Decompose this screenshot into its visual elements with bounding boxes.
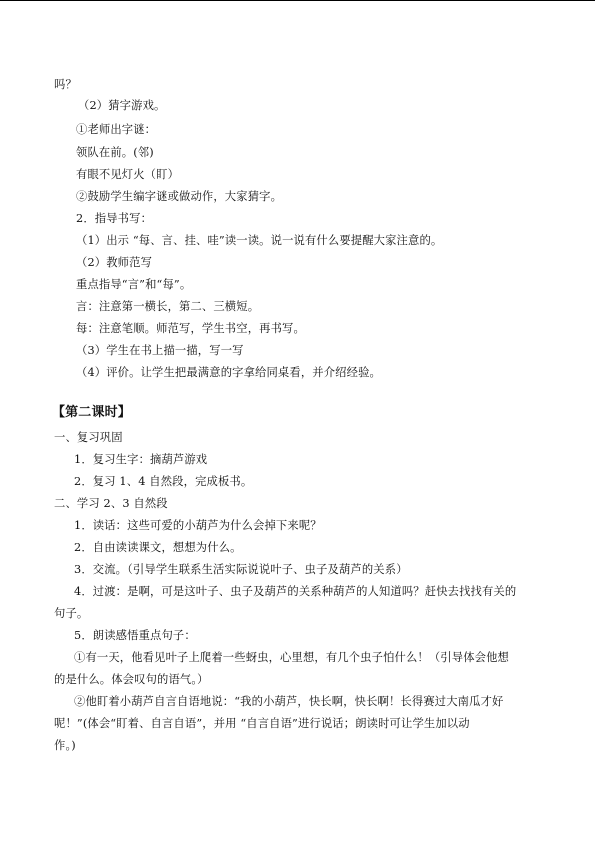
text-line: 领队在前。(邻) (76, 146, 154, 159)
text-line: 5．朗读感悟重点句子： (74, 629, 196, 642)
text-line: （2）猜字游戏。 (78, 99, 166, 112)
text-line: 吗？ (54, 78, 77, 91)
section-heading: 【第二课时】 (52, 405, 131, 420)
text-line: 1．复习生字：摘葫芦游戏 (74, 453, 208, 466)
text-line: （3）学生在书上描一描，写一写 (76, 344, 244, 357)
text-line: 言：注意第一横长，第二、三横短。 (76, 300, 260, 313)
text-line: ①老师出字谜： (76, 123, 157, 136)
text-line: 二、学习 2、3 自然段 (54, 497, 168, 510)
text-line: （1）出示 “每、言、挂、哇”读一读。说一说有什么要提醒大家注意的。 (76, 234, 443, 247)
text-line: 2．指导书写： (76, 212, 153, 225)
text-line: 1．读话：这些可爱的小葫芦为什么会掉下来呢？ (74, 519, 322, 532)
text-line: 每：注意笔顺。师范写，学生书空，再书写。 (76, 322, 305, 335)
text-line: 有眼不见灯火（盯） (76, 168, 180, 181)
text-line: 的是什么。体会叹句的语气。） (54, 673, 209, 686)
text-line: 2．复习 1、4 自然段，完成板书。 (74, 475, 253, 488)
text-line: 3．交流。（引导学生联系生活实际说说叶子、虫子及葫芦的关系） (74, 563, 408, 576)
text-line: （2）教师范写 (76, 256, 153, 269)
text-line: 2．自由读读课文，想想为什么。 (74, 541, 242, 554)
text-line: 作。) (54, 739, 76, 752)
text-line: ②鼓励学生编字谜或做动作，大家猜字。 (76, 190, 283, 203)
text-line: （4）评价。让学生把最满意的字拿给同桌看，并介绍经验。 (76, 366, 381, 379)
text-line: ①有一天，他看见叶子上爬着一些蚜虫，心里想，有几个虫子怕什么！（引导体会他想 (74, 651, 509, 664)
text-line: 呢！”(体会“盯着、自言自语”，并用 “自言自语”进行说话；朗读时可让学生加以动 (54, 717, 470, 730)
text-line: ②他盯着小葫芦自言自语地说：“我的小葫芦，快长啊，快长啊！长得赛过大南瓜才好 (74, 695, 504, 708)
text-line: 一、复习巩固 (54, 431, 123, 444)
text-line: 重点指导“言”和“每”。 (76, 278, 192, 291)
text-line: 4．过渡：是啊，可是这叶子、虫子及葫芦的关系种葫芦的人知道吗？赶快去找找有关的 (74, 585, 517, 598)
header-rule (0, 0, 595, 1)
text-line: 句子。 (54, 607, 89, 620)
